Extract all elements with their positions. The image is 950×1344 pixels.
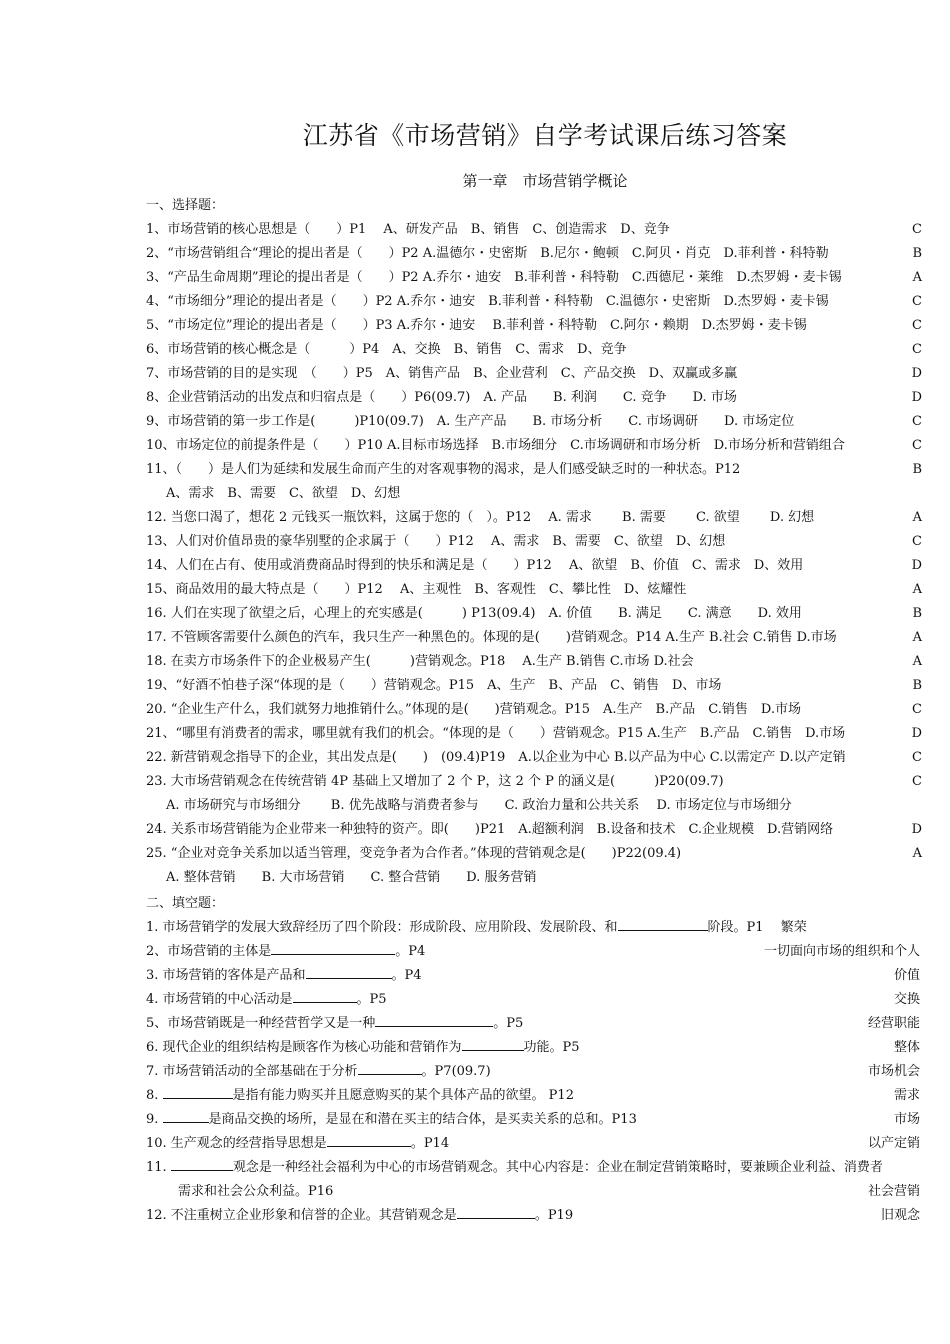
question-line: [146, 772, 926, 796]
question-text: 3、“产品生命周期”理论的提出者是（ ）P2 A.乔尔・迪安 B.菲利普・科特勒 C.西德尼・莱维 D.杰罗姆・麦卡锡: [146, 270, 842, 285]
answer-letter: A: [912, 510, 922, 525]
answer-letter: C: [912, 534, 922, 549]
question-text: 11、（ ）是人们为延续和发展生命而产生的对客观事物的渴求，是人们感受缺乏时的一种状态。P12: [146, 462, 741, 477]
fill-question-line: [146, 1206, 926, 1230]
question-text: 10、市场定位的前提条件是（ ）P10 A.目标市场选择 B.市场细分 C.市场调研和市场分析 D.市场分析和营销组合: [146, 438, 845, 453]
answer-letter: C: [912, 222, 922, 237]
fill-question-text: [146, 966, 422, 986]
multiple-choice-list: [146, 220, 926, 892]
answer-letter: A: [912, 654, 922, 669]
fill-question-suffix: 。P7(09.7): [421, 1064, 491, 1079]
fill-question-text: [146, 1014, 523, 1034]
answer-blank: [271, 942, 395, 955]
question-line: [146, 700, 926, 724]
fill-question-text: [146, 1086, 574, 1106]
answer-letter: B: [912, 678, 922, 693]
question-line: [146, 508, 926, 532]
question-text: 25. “企业对竞争关系加以适当管理，变竞争者为合作者。”体现的营销观念是( )P22(09.4): [146, 846, 682, 861]
fill-question-prefix: 11.: [146, 1160, 171, 1175]
question-line: [146, 724, 926, 748]
question-line: [146, 604, 926, 628]
question-line: [146, 820, 926, 844]
fill-in-list: [146, 918, 926, 1230]
fill-question-prefix: 4. 市场营销的中心活动是: [146, 992, 293, 1007]
fill-question-suffix: 观念是一种经社会福利为中心的市场营销观念。其中心内容是：企业在制定营销策略时，要兼顾企业利益、消费者: [232, 1160, 883, 1175]
section-heading-multiple-choice: 一、选择题：: [146, 198, 225, 213]
fill-question-prefix: 7. 市场营销活动的全部基础在于分析: [146, 1064, 358, 1079]
question-text: 22. 新营销观念指导下的企业，其出发点是( ) (09.4)P19 A.以企业为中心 B.以产品为中心 C.以需定产 D.以产定销: [146, 750, 846, 765]
question-line: [146, 244, 926, 268]
answer-letter: D: [911, 366, 922, 381]
fill-answer: 以产定销: [867, 1136, 920, 1151]
fill-answer: 一切面向市场的组织和个人: [763, 944, 920, 959]
fill-question-prefix: 10. 生产观念的经营指导思想是: [146, 1136, 327, 1151]
question-line: [146, 748, 926, 772]
fill-question-prefix: 1. 市场营销学的发展大致辞经历了四个阶段：形成阶段、应用阶段、发展阶段、和: [146, 920, 618, 935]
question-text: 19、“好酒不怕巷子深“体现的是（ ）营销观念。P15 A、生产 B、产品 C、销售 D、市场: [146, 678, 722, 693]
fill-question-prefix: 2、市场营销的主体是: [146, 944, 272, 959]
question-line: [146, 316, 926, 340]
fill-question-prefix: 8.: [146, 1088, 163, 1103]
answer-blank: [457, 1206, 535, 1219]
question-options: A、需求 B、需要 C、欲望 D、幻想: [166, 486, 401, 501]
answer-letter: C: [912, 294, 922, 309]
fill-question-text: [146, 918, 807, 938]
fill-question-prefix: 9.: [146, 1112, 163, 1127]
answer-letter: B: [912, 462, 922, 477]
answer-letter: B: [912, 606, 922, 621]
question-line: [146, 220, 926, 244]
fill-question-text: [146, 1062, 491, 1082]
fill-question-line: [146, 1014, 926, 1038]
question-text: 18. 在卖方市场条件下的企业极易产生( )营销观念。P18 A.生产 B.销售 C.市场 D.社会: [146, 654, 694, 669]
fill-answer: 经营职能: [867, 1016, 920, 1031]
answer-blank: [358, 1062, 422, 1075]
document-title: 江苏省《市场营销》自学考试课后练习答案: [302, 121, 788, 150]
fill-answer: 价值: [893, 968, 920, 983]
question-text: 1、市场营销的核心思想是（ ）P1 A、研发产品 B、销售 C、创造需求 D、竞争: [146, 222, 670, 237]
answer-letter: C: [912, 750, 922, 765]
fill-question-line: [146, 1062, 926, 1086]
question-options: A. 市场研究与市场细分 B. 优先战略与消费者参与 C. 政治力量和公共关系 D. 市场定位与市场细分: [166, 798, 792, 813]
section-heading-fill-in: 二、填空题：: [146, 896, 225, 911]
fill-question-line: [146, 1158, 926, 1182]
answer-blank: [327, 1134, 411, 1147]
fill-question-suffix: 阶段。P1 繁荣: [707, 920, 807, 935]
answer-letter: C: [912, 702, 922, 717]
question-text: 13、人们对价值昂贵的豪华别墅的企求属于（ ）P12 A、需求 B、需要 C、欲望 D、幻想: [146, 534, 726, 549]
fill-question-line: [146, 1086, 926, 1110]
question-text: 14、人们在占有、使用或消费商品时得到的快乐和满足是（ ）P12 A、欲望 B、价值 C、需求 D、效用: [146, 558, 804, 573]
document-body: [146, 196, 926, 1230]
fill-answer: 交换: [893, 992, 920, 1007]
fill-question-prefix: 3. 市场营销的客体是产品和: [146, 968, 306, 983]
answer-blank: [618, 918, 708, 931]
question-options: A. 整体营销 B. 大市场营销 C. 整合营销 D. 服务营销: [166, 870, 537, 885]
answer-letter: C: [912, 774, 922, 789]
fill-question-prefix: 6. 现代企业的组织结构是顾客作为核心功能和营销作为: [146, 1040, 462, 1055]
fill-answer: 需求: [893, 1088, 920, 1103]
question-line: [146, 484, 926, 508]
fill-question-suffix: 。P19: [534, 1208, 574, 1223]
question-text: 12. 当您口渴了，想花 2 元钱买一瓶饮料，这属于您的（ ）。P12 A. 需求 B. 需要 C. 欲望 D. 幻想: [146, 510, 815, 525]
question-line: [146, 292, 926, 316]
answer-letter: C: [912, 414, 922, 429]
question-line: [146, 268, 926, 292]
answer-blank: [171, 1158, 233, 1171]
answer-letter: D: [911, 390, 922, 405]
question-text: 15、商品效用的最大特点是（ ）P12 A、主观性 B、客观性 C、攀比性 D、炫耀性: [146, 582, 687, 597]
fill-question-prefix: 5、市场营销既是一种经营哲学又是一种: [146, 1016, 376, 1031]
fill-question-text: [146, 1134, 449, 1154]
question-line: [146, 556, 926, 580]
answer-letter: A: [912, 582, 922, 597]
answer-letter: C: [912, 342, 922, 357]
fill-question-line: [146, 990, 926, 1014]
question-text: 21、“哪里有消费者的需求，哪里就有我们的机会。“体现的是（ ）营销观念。P15 A.生产 B.产品 C.销售 D.市场: [146, 726, 846, 741]
fill-answer: 旧观念: [880, 1208, 920, 1223]
question-text: 20. “企业生产什么，我们就努力地推销什么。”体现的是( )营销观念。P15 A.生产 B.产品 C.销售 D.市场: [146, 702, 801, 717]
question-text: 5、“市场定位”理论的提出者是（ ）P3 A.乔尔・迪安 B.菲利普・科特勒 C.阿尔・赖期 D.杰罗姆・麦卡锡: [146, 318, 807, 333]
fill-question-continuation: 需求和社会公众利益。P16: [178, 1184, 334, 1199]
question-text: 6、市场营销的核心概念是（ ）P4 A、交换 B、销售 C、需求 D、竞争: [146, 342, 627, 357]
fill-question-suffix: 功能。P5: [523, 1040, 580, 1055]
question-line: [146, 460, 926, 484]
fill-question-suffix: 。P5: [356, 992, 387, 1007]
fill-question-text: [146, 1158, 883, 1178]
fill-question-text: [146, 1038, 580, 1058]
question-line: [146, 340, 926, 364]
answer-blank: [375, 1014, 493, 1027]
answer-letter: A: [912, 846, 922, 861]
fill-answer: 市场: [893, 1112, 920, 1127]
question-line: [146, 436, 926, 460]
fill-question-prefix: 12. 不注重树立企业形象和信誉的企业。其营销观念是: [146, 1208, 457, 1223]
question-text: 23. 大市场营销观念在传统营销 4P 基础上又增加了 2 个 P，这 2 个 P 的涵义是( )P20(09.7): [146, 774, 724, 789]
answer-blank: [306, 966, 392, 979]
fill-question-line: [146, 966, 926, 990]
answer-letter: C: [912, 438, 922, 453]
question-line: [146, 364, 926, 388]
answer-letter: A: [912, 270, 922, 285]
fill-question-text: [146, 1206, 573, 1226]
question-text: 17. 不管顾客需要什么颜色的汽车，我只生产一种黑色的。体现的是( )营销观念。P14 A.生产 B.社会 C.销售 D.市场: [146, 630, 837, 645]
fill-question-text: [146, 1110, 637, 1130]
answer-blank: [293, 990, 357, 1003]
question-line: [146, 580, 926, 604]
fill-answer: 整体: [893, 1040, 920, 1055]
fill-question-suffix: 。P5: [493, 1016, 524, 1031]
answer-letter: C: [912, 318, 922, 333]
question-line: [146, 796, 926, 820]
question-text: 16. 人们在实现了欲望之后，心理上的充实感是( ) P13(09.4) A. 价值 B. 满足 C. 满意 D. 效用: [146, 606, 802, 621]
answer-letter: D: [911, 822, 922, 837]
question-line: [146, 628, 926, 652]
fill-question-line: [146, 1182, 926, 1206]
fill-question-line: [146, 918, 926, 942]
question-line: [146, 868, 926, 892]
question-line: [146, 412, 926, 436]
fill-question-text: [146, 990, 387, 1010]
question-line: [146, 676, 926, 700]
fill-question-line: [146, 942, 926, 966]
fill-answer: 社会营销: [867, 1184, 920, 1199]
question-line: [146, 388, 926, 412]
question-text: 4、“市场细分”理论的提出者是（ ）P2 A.乔尔・迪安 B.菲利普・科特勒 C.温德尔・史密斯 D.杰罗姆・麦卡锡: [146, 294, 829, 309]
fill-question-suffix: 。P4: [391, 968, 422, 983]
fill-question-suffix: 是商品交换的场所，是显在和潜在买主的结合体，是买卖关系的总和。P13: [208, 1112, 637, 1127]
question-line: [146, 844, 926, 868]
question-text: 7、市场营销的目的是实现 （ ）P5 A、销售产品 B、企业营利 C、产品交换 D、双赢或多赢: [146, 366, 738, 381]
question-text: 2、“市场营销组合“理论的提出者是（ ）P2 A.温德尔・史密斯 B.尼尔・鲍顿 C.阿贝・肖克 D.菲利普・科特勒: [146, 246, 829, 261]
fill-question-suffix: 。P4: [395, 944, 426, 959]
answer-blank: [163, 1086, 233, 1099]
fill-question-suffix: 是指有能力购买并且愿意购买的某个具体产品的欲望。 P12: [232, 1088, 574, 1103]
chapter-heading: 第一章 市场营销学概论: [462, 172, 628, 190]
question-text: 24. 关系市场营销能为企业带来一种独特的资产。即( )P21 A.超额利润 B.设备和技术 C.企业规模 D.营销网络: [146, 822, 834, 837]
fill-question-line: [146, 1110, 926, 1134]
question-text: 8、企业营销活动的出发点和归宿点是（ ）P6(09.7) A. 产品 B. 利润 C. 竞争 D. 市场: [146, 390, 737, 405]
answer-letter: B: [912, 246, 922, 261]
question-line: [146, 652, 926, 676]
fill-question-line: [146, 1038, 926, 1062]
fill-question-line: [146, 1134, 926, 1158]
question-text: 9、市场营销的第一步工作是( )P10(09.7) A. 生产产品 B. 市场分析 C. 市场调研 D. 市场定位: [146, 414, 795, 429]
answer-blank: [462, 1038, 524, 1051]
fill-answer: 市场机会: [867, 1064, 920, 1079]
answer-letter: A: [912, 630, 922, 645]
answer-blank: [163, 1110, 209, 1123]
answer-letter: D: [911, 726, 922, 741]
fill-question-suffix: 。P14: [410, 1136, 450, 1151]
answer-letter: D: [911, 558, 922, 573]
fill-question-text: [146, 942, 425, 962]
question-line: [146, 532, 926, 556]
